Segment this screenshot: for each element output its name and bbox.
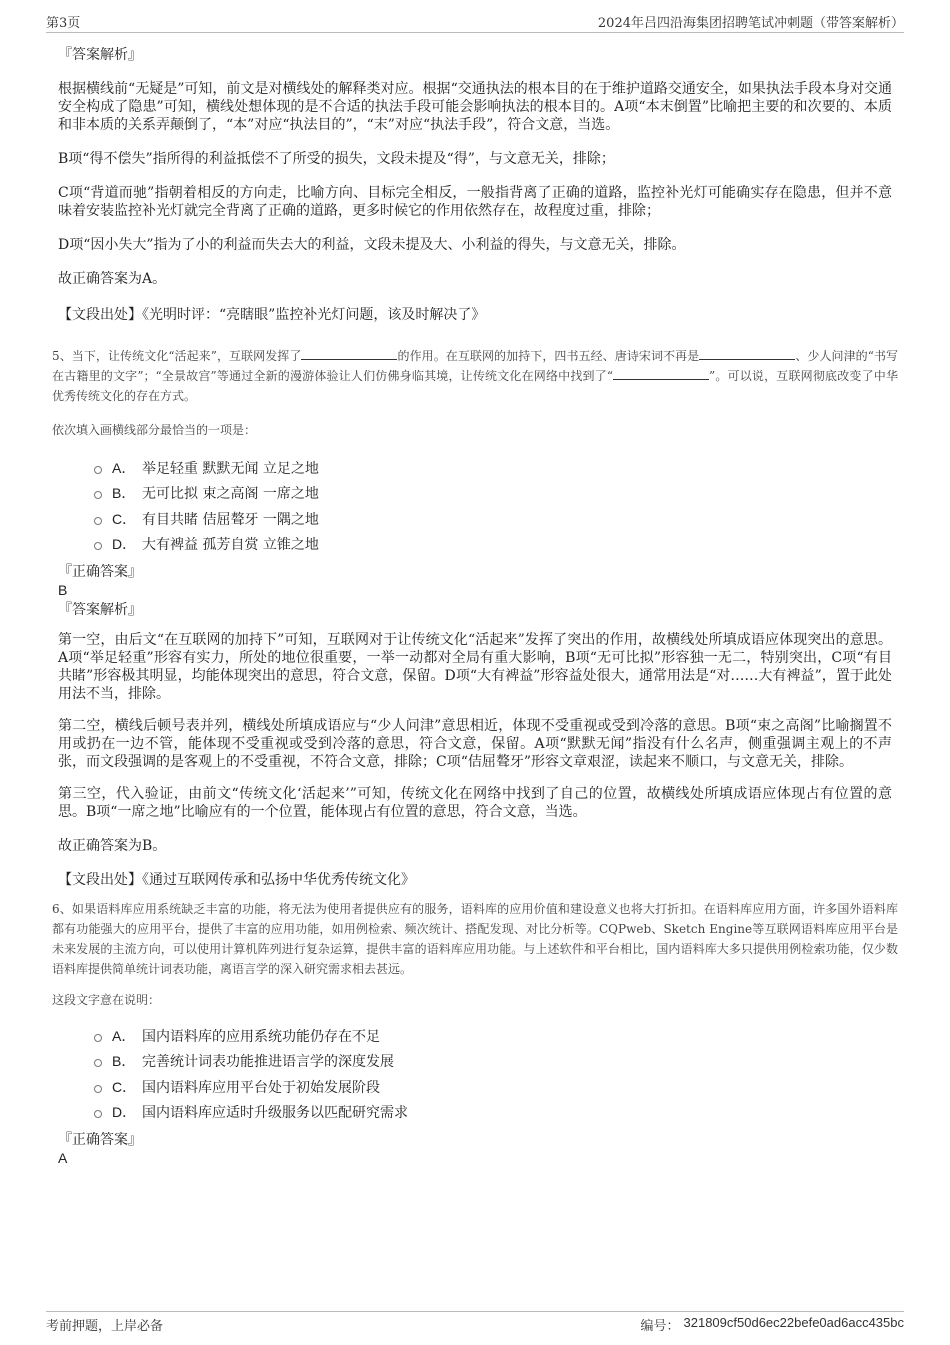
q5-question-text: 5、当下，让传统文化“活起来”，互联网发挥了 的作用。在互联网的加持下，四书五经、唐诗宋词不再是 、少人问津的“书写在古籍里的文字”；“全景故宫”等通过全新的漫游体验让人们仿佛身临其境，让传统文化在网络中找到了“ ”。可以说，互联网彻底改变了中华优秀传统文化的存在方式。 [52,349,899,403]
q4-analysis-para-2: B项“得不偿失”指所得的利益抵偿不了所受的损失，文段未提及“得”，与文意无关，排除； [58,151,615,167]
option-text: 国内语料库应用平台处于初始发展阶段 [142,1079,380,1096]
q6-options [94,1023,892,1125]
q6-option-c[interactable]: C． 国内语料库应用平台处于初始发展阶段 [94,1074,892,1100]
radio-icon[interactable] [94,517,102,525]
q4-analysis-para-4: D项“因小失大”指为了小的利益而失去大的利益，文段未提及大、小利益的得失，与文意无关，排除。 [58,237,686,253]
q5-blank-1 [301,347,397,360]
q5-option-c[interactable]: C． 有目共睹 佶屈聱牙 一隅之地 [94,506,892,532]
page-number: 第3页 [46,16,81,31]
q5-source: 【文段出处】《通过互联网传承和弘扬中华优秀传统文化》 [58,872,415,888]
q4-analysis-para-1: 根据横线前“无疑是”可知，前文是对横线处的解释类对应。根据“交通执法的根本目的在于维护道路交通安全，如果执法手段本身对交通安全构成了隐患”可知，横线处想体现的是不合适的执法手段可能会影响执法的根本目的。A项“本末倒置”比喻把主要的和次要的、本质和非本质的关系弄颠倒了，“本”对应“执法目的”，“末”对应“执法手段”，符合文意，当选。 [58,81,892,133]
q6-prompt: 这段文字意在说明： [52,993,161,1007]
q5-analysis-para-1: 第一空，由后文“在互联网的加持下”可知，互联网对于让传统文化“活起来”发挥了突出的作用，故横线处所填成语应体现突出的意思。A项“举足轻重”形容有实力，所处的地位很重要，一举一动都对全局有重大影响，B项“无可比拟”形容独一无二，特别突出，C项“有目共睹”形容极其明显，均能体现突出的意思，符合文意，保留。D项“大有裨益”形容益处很大，通常用法是“对……大有裨益”，置于此处用法不当，排除。 [58,632,892,702]
radio-icon[interactable] [94,1034,102,1042]
option-text: 举足轻重 默默无闻 立足之地 [142,460,319,477]
option-text: 完善统计词表功能推进语言学的深度发展 [142,1054,394,1071]
q4-conclusion: 故正确答案为A。 [58,271,167,287]
radio-icon[interactable] [94,542,102,550]
q6-option-a[interactable]: A． 国内语料库的应用系统功能仍存在不足 [94,1023,892,1049]
q5-prompt: 依次填入画横线部分最恰当的一项是： [52,423,257,437]
document-code [641,1315,905,1335]
radio-icon[interactable] [94,1059,102,1067]
q6-option-b[interactable]: B． 完善统计词表功能推进语言学的深度发展 [94,1049,892,1075]
q5-option-d[interactable]: D． 大有裨益 孤芳自赏 立锥之地 [94,532,892,558]
footer-slogan: 考前押题，上岸必备 [46,1319,164,1334]
q5-conclusion: 故正确答案为B。 [58,838,167,854]
q6-answer: A [58,1150,68,1166]
page-content [52,46,899,1167]
q4-analysis-label: 『答案解析』 [58,47,142,63]
q5-analysis-label: 『答案解析』 [58,602,142,618]
radio-icon[interactable] [94,1110,102,1118]
q5-answer-label: 『正确答案』 [58,564,142,580]
option-text: 国内语料库的应用系统功能仍存在不足 [142,1028,380,1045]
page-footer [46,1311,904,1335]
q4-analysis-para-3: C项“背道而驰”指朝着相反的方向走，比喻方向、目标完全相反，一般指背离了正确的道路，监控补光灯可能确实存在隐患，但并不意味着安装监控补光灯就完全背离了正确的道路，更多时候它的作用依然存在，故程度过重，排除； [58,185,892,219]
option-text: 无可比拟 束之高阁 一席之地 [142,486,319,503]
q6-question-text: 6、如果语料库应用系统缺乏丰富的功能，将无法为使用者提供应有的服务，语料库的应用价值和建设意义也将大打折扣。在语料库应用方面，许多国外语料库都有功能强大的应用平台，提供了丰富的应用功能，如用例检索、频次统计、搭配发现、对比分析等。CQPweb、Sketch Engine等互联网语料库应用平台是未来发展的主流方向，可以使用计算机阵列进行复杂运算，提供丰富的语料库应用功能。与上述软件和平台相比，国内语料库大多只提供用例检索功能，仅少数语料库提供简单统计词表功能，离语言学的深入研究需求相去甚远。 [52,902,898,976]
option-text: 大有裨益 孤芳自赏 立锥之地 [142,537,319,554]
radio-icon[interactable] [94,466,102,474]
q5-blank-3 [613,367,709,380]
q5-option-a[interactable]: A． 举足轻重 默默无闻 立足之地 [94,455,892,481]
radio-icon[interactable] [94,1085,102,1093]
q5-analysis-para-3: 第三空，代入验证，由前文“传统文化‘活起来’”可知，传统文化在网络中找到了自己的位置，故横线处所填成语应体现占有位置的意思。B项“一席之地”比喻应有的一个位置，能体现占有位置的意思，符合文意，当选。 [58,786,892,820]
code-value: 321809cf50d6ec22befe0ad6acc435bc [683,1315,904,1330]
q5-blank-2 [699,347,795,360]
q6-option-d[interactable]: D． 国内语料库应适时升级服务以匹配研究需求 [94,1100,892,1126]
q5-options [94,455,892,557]
document-title: 2024年吕四沿海集团招聘笔试冲刺题（带答案解析） [597,16,904,31]
q6-answer-label: 『正确答案』 [58,1132,142,1148]
q5-option-b[interactable]: B． 无可比拟 束之高阁 一席之地 [94,481,892,507]
radio-icon[interactable] [94,491,102,499]
option-text: 有目共睹 佶屈聱牙 一隅之地 [142,511,319,528]
q5-answer: B [58,582,68,598]
q5-analysis-para-2: 第二空，横线后顿号表并列，横线处所填成语应与“少人问津”意思相近，体现不受重视或受到冷落的意思。B项“束之高阁”比喻搁置不用或扔在一边不管，能体现不受重视或受到冷落的意思，符合文意，保留。A项“默默无闻”指没有什么名声，侧重强调主观上的不声张，而文段强调的是客观上的不受重视，不符合文意，排除；C项“佶屈聱牙”形容文章艰涩，读起来不顺口，与文意无关，排除。 [58,718,892,770]
code-label: 编号： [640,1319,680,1334]
option-text: 国内语料库应适时升级服务以匹配研究需求 [142,1105,408,1122]
page-header [46,12,904,33]
q4-source: 【文段出处】《光明时评：“亮瞎眼”监控补光灯问题，该及时解决了》 [58,307,486,323]
